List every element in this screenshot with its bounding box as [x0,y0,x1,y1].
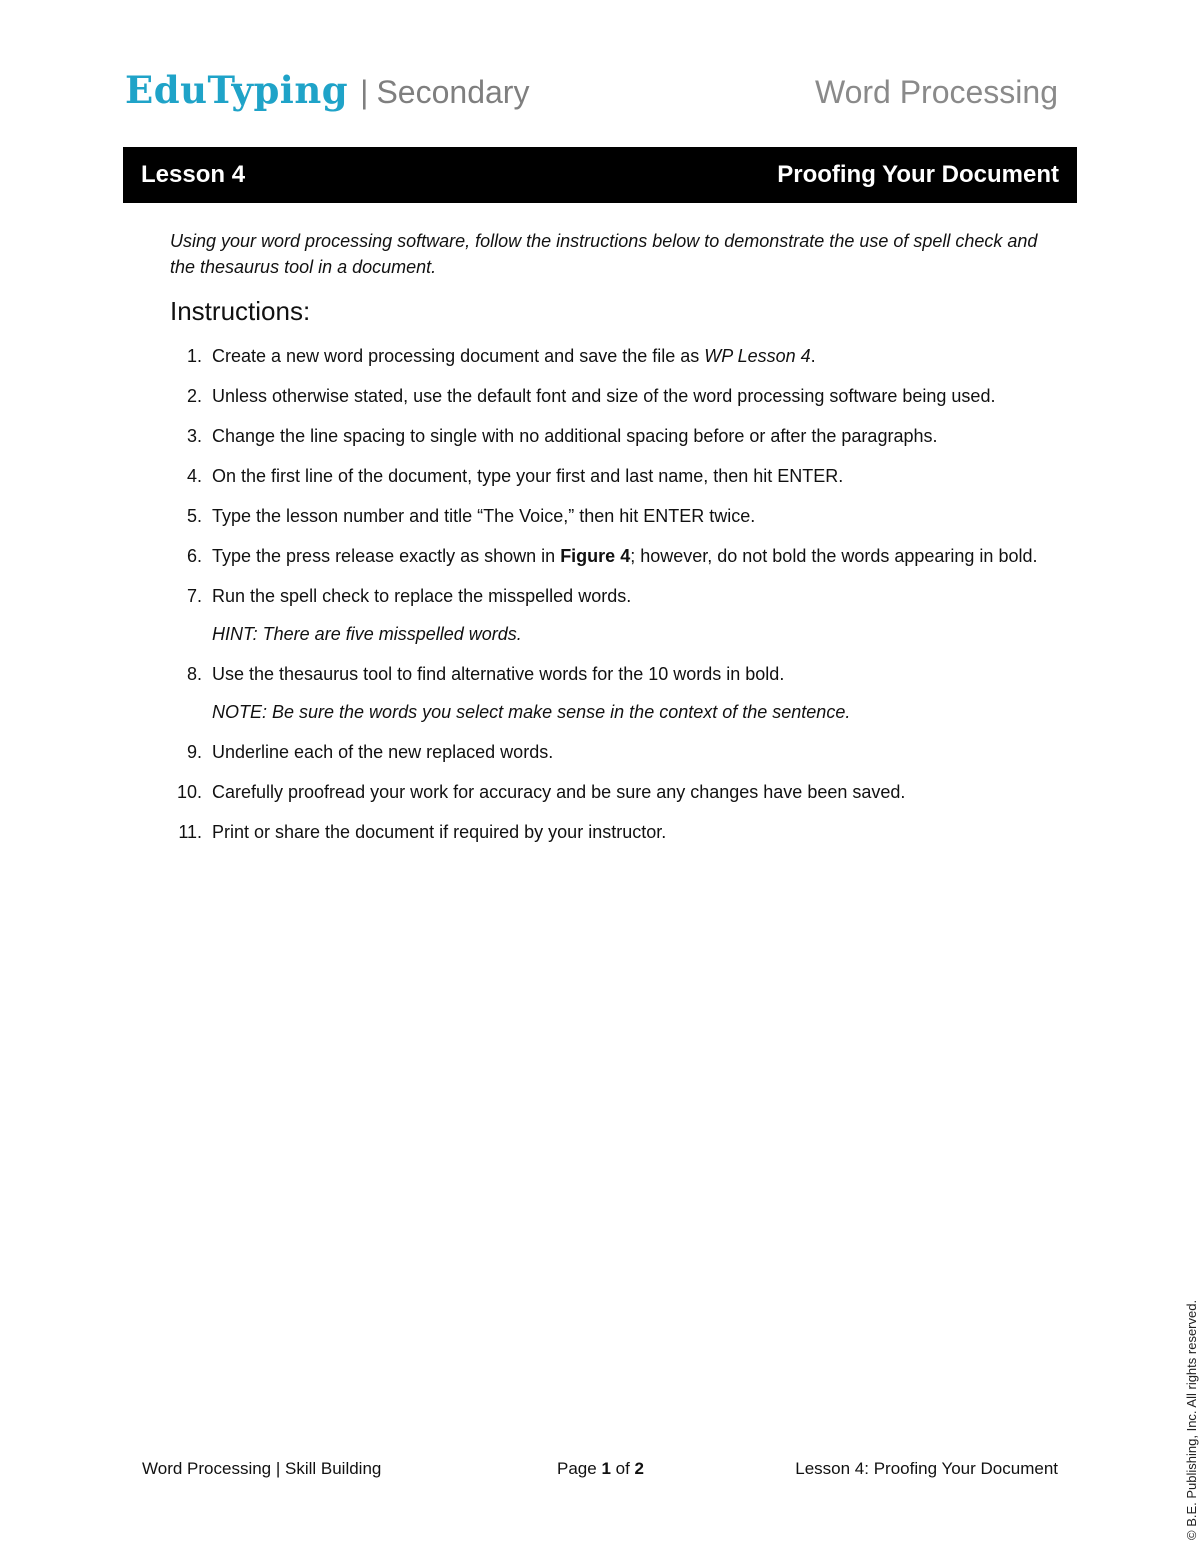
item-number: 8. [186,664,202,684]
item-number: 4. [186,466,202,486]
page-current: 1 [601,1459,611,1478]
item-number: 2. [186,386,202,406]
item-number: 7. [186,586,202,606]
item-text: Run the spell check to replace the misspelled words. [212,586,632,606]
item-text: Type the lesson number and title “The Voice,” then hit ENTER twice. [212,506,756,526]
brand-level: Secondary [376,74,530,110]
intro-text: Using your word processing software, follow the instructions below to demonstrate the use of spell check and the thesaurus tool in a document. [170,231,1038,277]
page-header [125,68,1058,118]
item-text: Unless otherwise stated, use the default font and size of the word processing software being used. [212,386,996,406]
lesson-bar [123,147,1077,203]
item-number: 6. [186,546,202,566]
page-total: 2 [634,1459,644,1478]
item-text-end: . [810,346,816,366]
list-item [170,342,1040,370]
item-text: Underline each of the new replaced words. [212,742,554,762]
item-number: 11. [178,822,202,842]
lesson-title: Proofing Your Document [777,161,1059,188]
item-text: Use the thesaurus tool to find alternative words for the 10 words in bold. [212,664,785,684]
item-number: 3. [186,426,202,446]
item-number: 9. [186,742,202,762]
lesson-number: Lesson 4 [141,161,246,188]
note-text: NOTE: Be sure the words you select make sense in the context of the sentence. [212,702,851,722]
list-item [170,502,1040,530]
list-item [170,778,1040,806]
item-text: Create a new word processing document and save the file as [212,346,705,366]
page-number [557,1459,644,1479]
edutyping-logo: EduTyping [125,68,349,112]
list-item [170,542,1040,570]
figure-reference: Figure 4 [560,546,631,566]
item-text: On the first line of the document, type your first and last name, then hit ENTER. [212,466,844,486]
brand [125,68,529,112]
item-text-end: ; however, do not bold the words appearing in bold. [630,546,1038,566]
list-item [170,738,1040,766]
list-item [170,462,1040,490]
page-footer [142,1459,1058,1479]
footer-lesson: Lesson 4: Proofing Your Document [795,1459,1058,1478]
brand-separator: | [360,74,369,110]
page-of: of [610,1459,635,1478]
item-number: 1. [186,346,202,366]
page-prefix: Page [557,1459,602,1478]
item-text: Print or share the document if required by your instructor. [212,822,667,842]
list-item [170,818,1040,846]
subject-title: Word Processing [814,74,1058,110]
copyright-notice: © B.E. Publishing, Inc. All rights reserved. [1184,1299,1199,1540]
item-text: Carefully proofread your work for accuracy and be sure any changes have been saved. [212,782,906,802]
item-text: Type the press release exactly as shown in [212,546,561,566]
item-number: 10. [176,782,202,802]
list-item [170,582,1040,610]
item-text: Change the line spacing to single with no additional spacing before or after the paragraphs. [212,426,938,446]
instructions-heading: Instructions: [170,296,311,326]
item-number: 5. [186,506,202,526]
hint-note: HINT: There are five misspelled words. [212,624,522,644]
list-item [170,382,1040,410]
footer-course: Word Processing | Skill Building [142,1459,382,1478]
instructions-list [170,342,1040,858]
list-item [170,660,1040,688]
list-item [170,422,1040,450]
file-name: WP Lesson 4 [704,346,811,366]
